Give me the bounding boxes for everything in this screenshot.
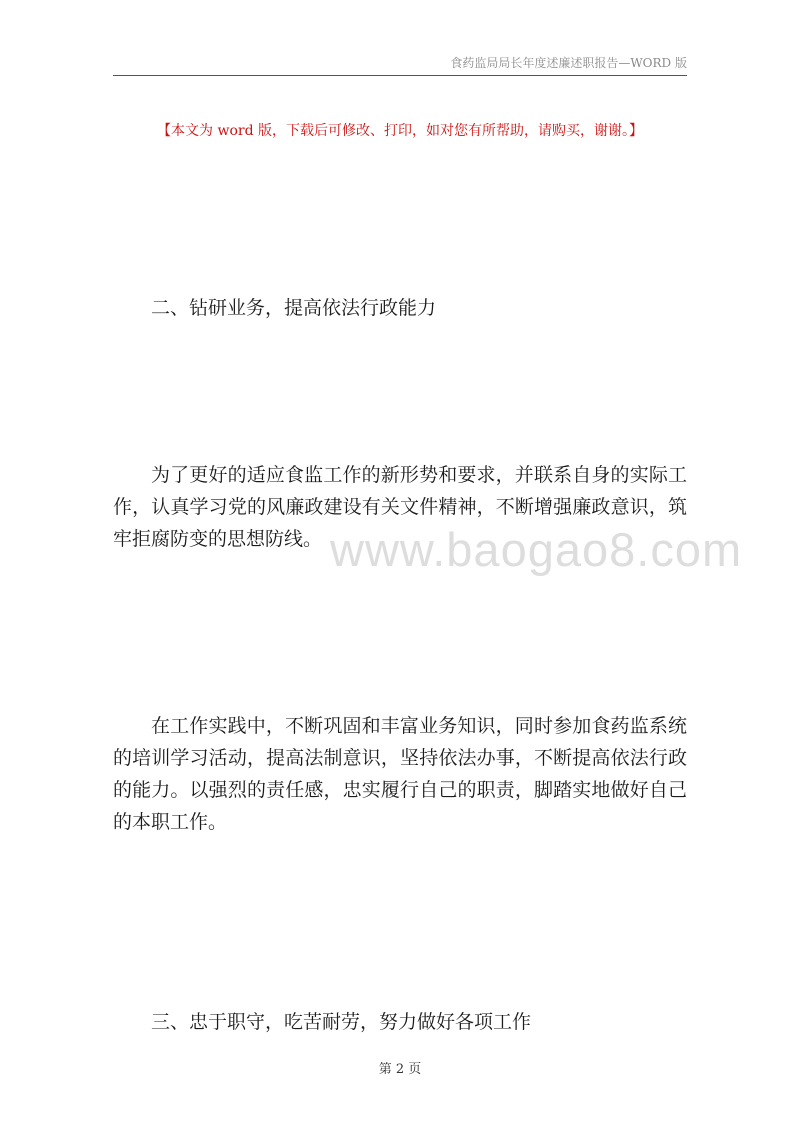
watermark: www.baogao8.com	[330, 523, 743, 576]
section-heading-3: 三、忠于职守，吃苦耐劳，努力做好各项工作	[151, 1011, 532, 1033]
page-number: 第 2 页	[378, 1062, 422, 1077]
header-divider	[113, 75, 687, 76]
section-heading-2: 二、钻研业务，提高依法行政能力	[151, 297, 437, 319]
paragraph-2: 在工作实践中，不断巩固和丰富业务知识，同时参加食药监系统的培训学习活动，提高法制意识，坚持依法办事，不断提高依法行政的能力。以强烈的责任感，忠实履行自己的职责，脚踏实地做好自己的本职工作。	[113, 715, 687, 833]
header-title: 食药监局局长年度述廉述职报告—WORD 版	[450, 56, 687, 70]
paragraph-1: 为了更好的适应食监工作的新形势和要求，并联系自身的实际工作，认真学习党的风廉政建设有关文件精神，不断增强廉政意识，筑牢拒腐防变的思想防线。	[113, 464, 687, 550]
purchase-notice: 【本文为 word 版，下载后可修改、打印，如对您有所帮助，请购买，谢谢。】	[157, 123, 643, 139]
